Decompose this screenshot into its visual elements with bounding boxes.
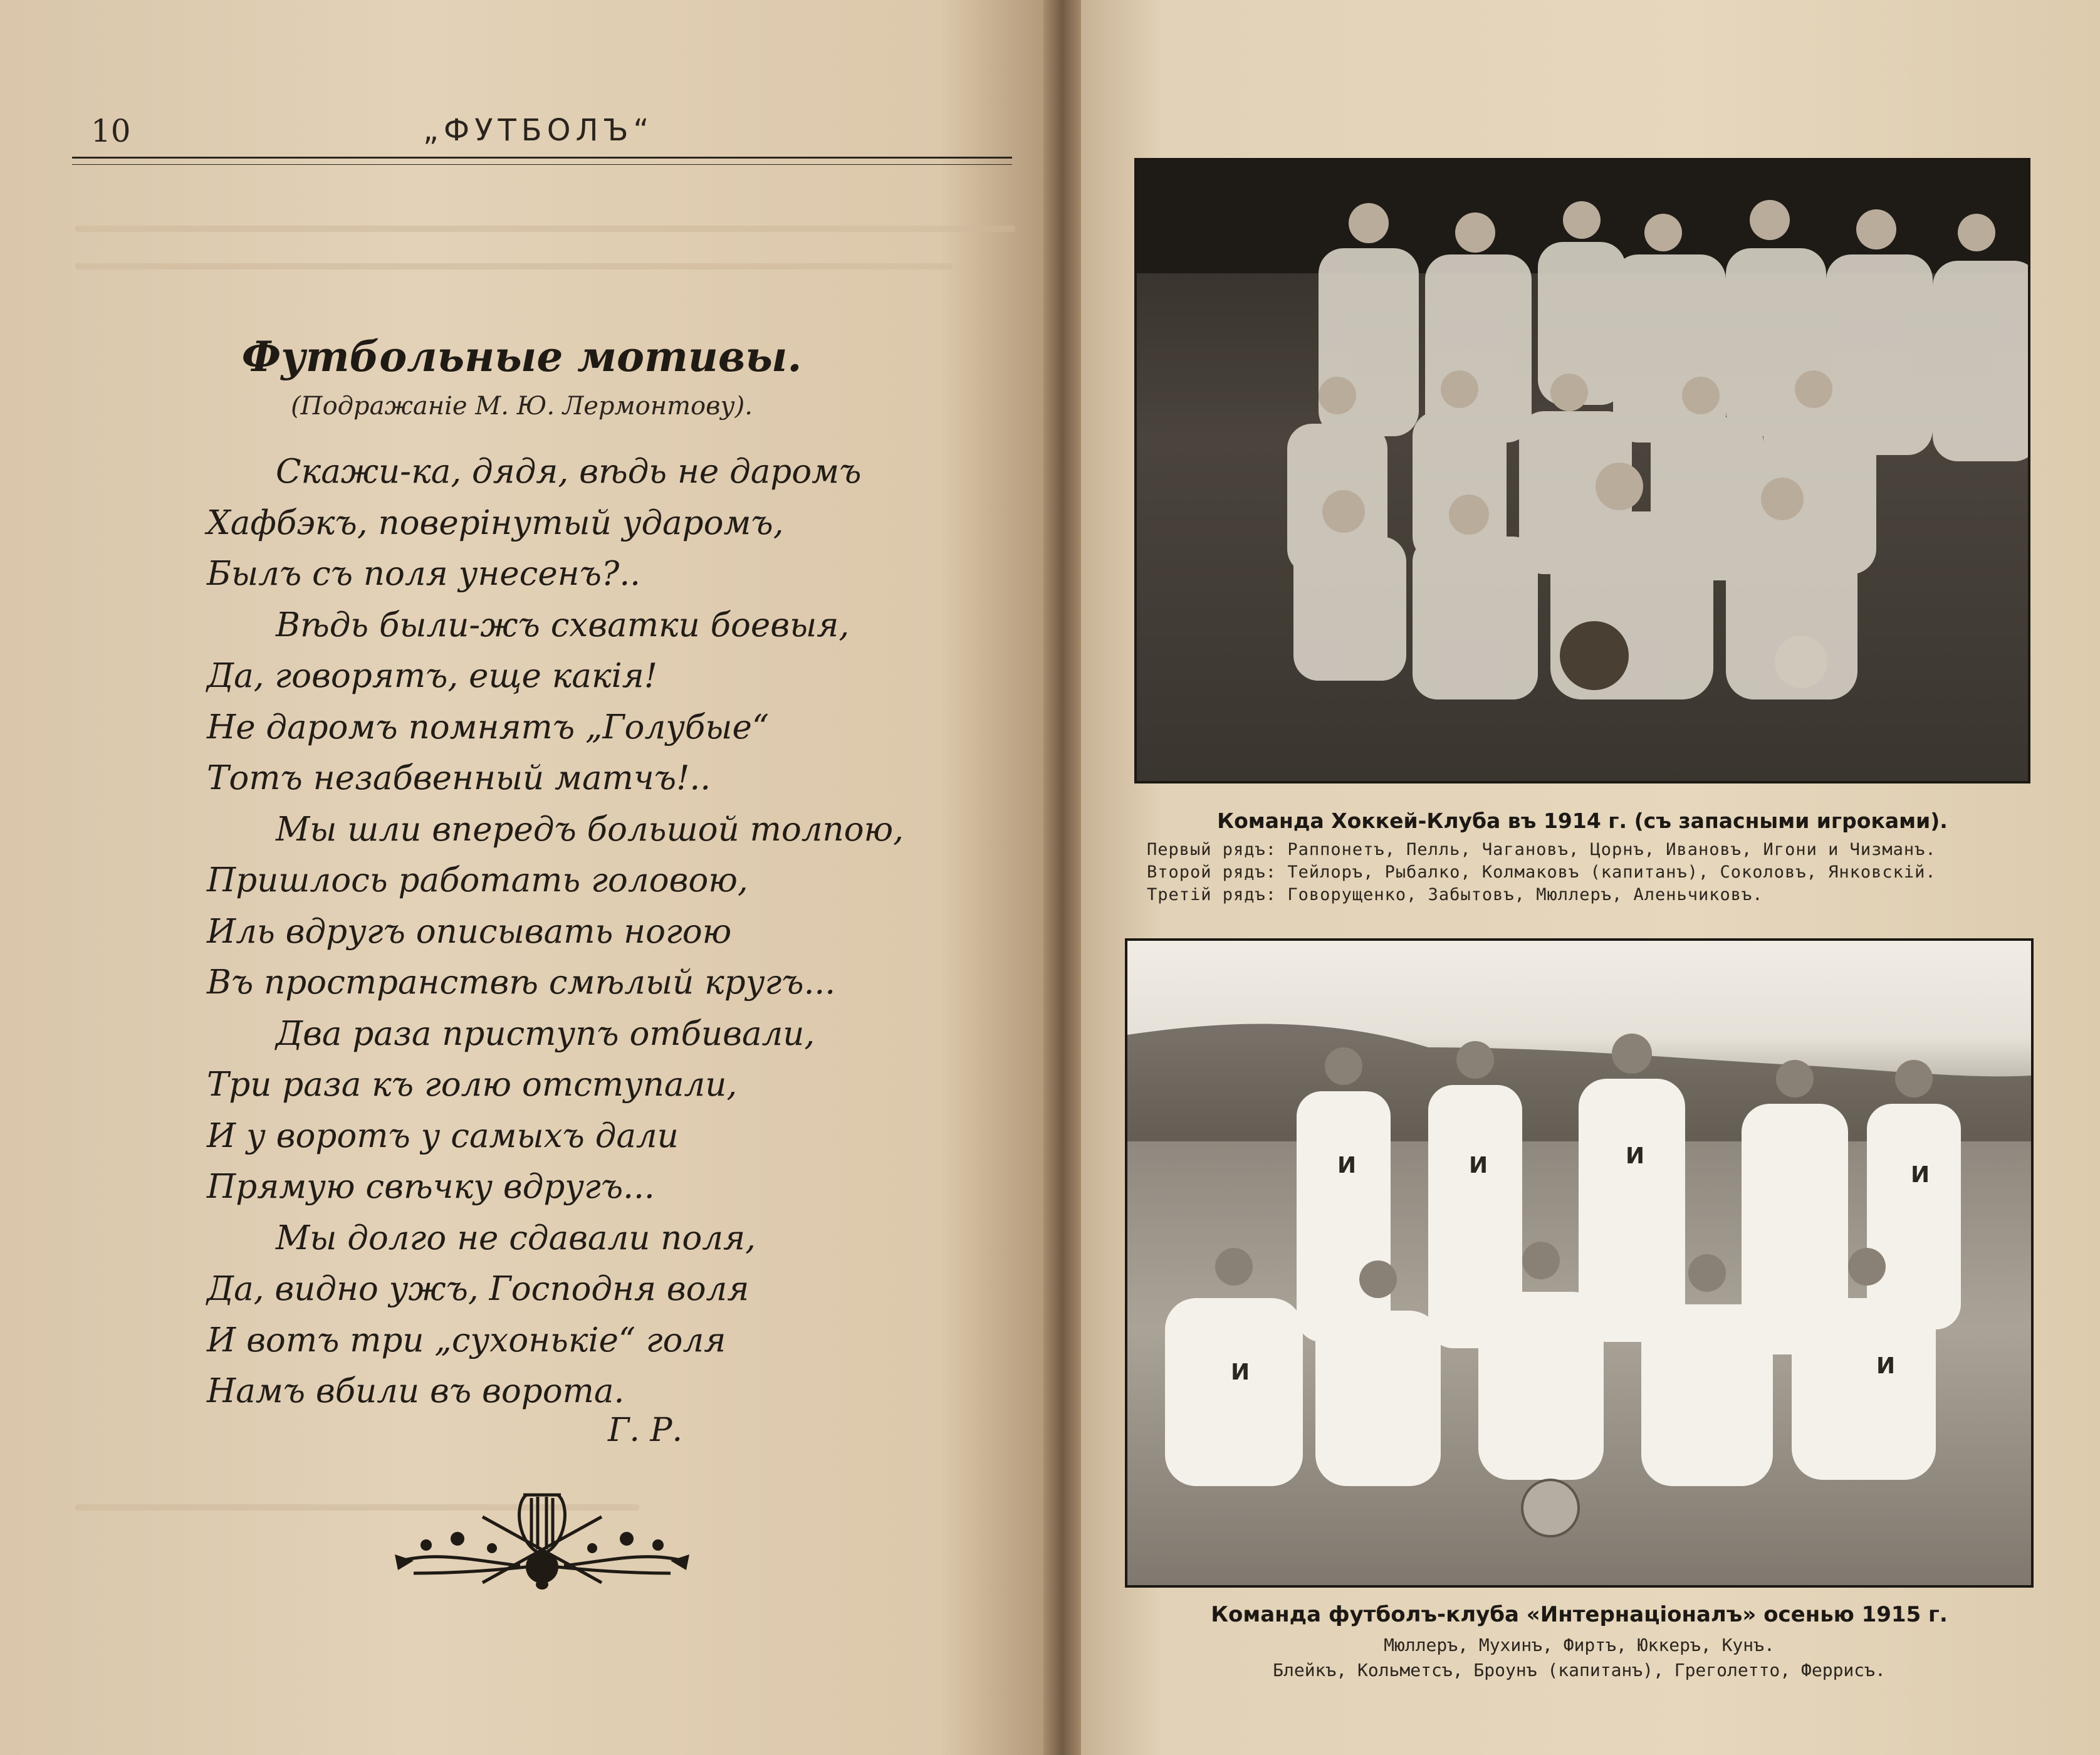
photo2-row-1: Мюллеръ, Мухинъ, Фиртъ, Юккеръ, Кунъ. — [1384, 1635, 1775, 1655]
header-rule-thin — [72, 164, 1012, 165]
photo1-row-1: Первый рядъ: Раппонетъ, Пелль, Чагановъ, Цорнъ, Ивановъ, Игони и Чизманъ. — [1147, 840, 1936, 859]
poem-line: Да, говорятъ, еще какія! — [207, 657, 657, 695]
poem-line: Мы шли впередъ большой толпою, — [276, 810, 904, 849]
poem-signature: Г. Р. — [608, 1412, 683, 1449]
journal-title: „ФУТБОЛЪ“ — [423, 113, 654, 148]
header-rule — [72, 157, 1012, 159]
poem-line: Пришлось работать головою, — [207, 861, 748, 899]
svg-text:И: И — [1911, 1162, 1930, 1188]
poem-line: Мы долго не сдавали поля, — [276, 1218, 756, 1257]
svg-text:И: И — [1231, 1359, 1250, 1385]
svg-text:И: И — [1876, 1353, 1896, 1379]
poem-line: Былъ съ поля унесенъ?.. — [207, 555, 641, 593]
team-photo-icon — [1134, 158, 2030, 783]
book-gutter — [1043, 0, 1081, 1755]
poem-line: Иль вдругъ описывать ногою — [207, 912, 732, 951]
poem-line: Скажи-ка, дядя, вѣдь не даромъ — [276, 453, 862, 491]
running-head — [72, 113, 1012, 157]
svg-text:И: И — [1469, 1153, 1488, 1178]
team-photo-icon — [1125, 938, 2034, 1588]
poem-line: Два раза приступъ отбивали, — [276, 1014, 815, 1053]
poem-line: Три раза къ голю отступали, — [207, 1066, 738, 1104]
photo2-caption: Команда футболъ-клуба «Интернаціоналъ» осенью 1915 г. — [1211, 1602, 1948, 1627]
lyre-ornament-icon — [389, 1479, 696, 1592]
svg-text:И: И — [1337, 1153, 1357, 1178]
photo2-row-2: Блейкъ, Кольметсъ, Броунъ (капитанъ), Греголетто, Феррисъ. — [1273, 1660, 1886, 1680]
poem-line: Да, видно ужъ, Господня воля — [207, 1270, 750, 1308]
bleed-through — [75, 263, 953, 270]
poem-line: Въ пространствѣ смѣлый кругъ... — [207, 963, 836, 1002]
poem-line: Тотъ незабвенный матчъ!.. — [207, 759, 711, 797]
poem-line: И у воротъ у самыхъ дали — [207, 1116, 679, 1155]
poem-body — [207, 446, 996, 1417]
poem-line: Прямую свѣчку вдругъ... — [207, 1168, 655, 1206]
poem-line: Не даромъ помнятъ „Голубые“ — [207, 708, 769, 747]
poem-line: Намъ вбили въ ворота. — [207, 1372, 625, 1410]
poem-title: Футбольные мотивы. — [241, 332, 802, 381]
left-page — [0, 0, 1043, 1755]
poem-line: Хафбэкъ, поверінутый ударомъ, — [207, 503, 784, 542]
photo1-caption: Команда Хоккей-Клуба въ 1914 г. (съ запасными игроками). — [1217, 809, 1948, 833]
bleed-through — [75, 226, 1015, 232]
poem-line: И вотъ три „сухонькіе“ голя — [207, 1321, 726, 1359]
poem-line: Вѣдь были-жъ схватки боевыя, — [276, 605, 850, 644]
photo1-row-2: Второй рядъ: Тейлоръ, Рыбалко, Колмаковъ (капитанъ), Соколовъ, Янковскій. — [1147, 862, 1936, 882]
poem-subtitle: (Подражаніе М. Ю. Лермонтову). — [291, 392, 753, 421]
photo1-row-3: Третій рядъ: Говорущенко, Забытовъ, Мюллеръ, Аленьчиковъ. — [1147, 885, 1763, 904]
svg-text:И: И — [1626, 1143, 1645, 1169]
page-number: 10 — [91, 113, 131, 149]
